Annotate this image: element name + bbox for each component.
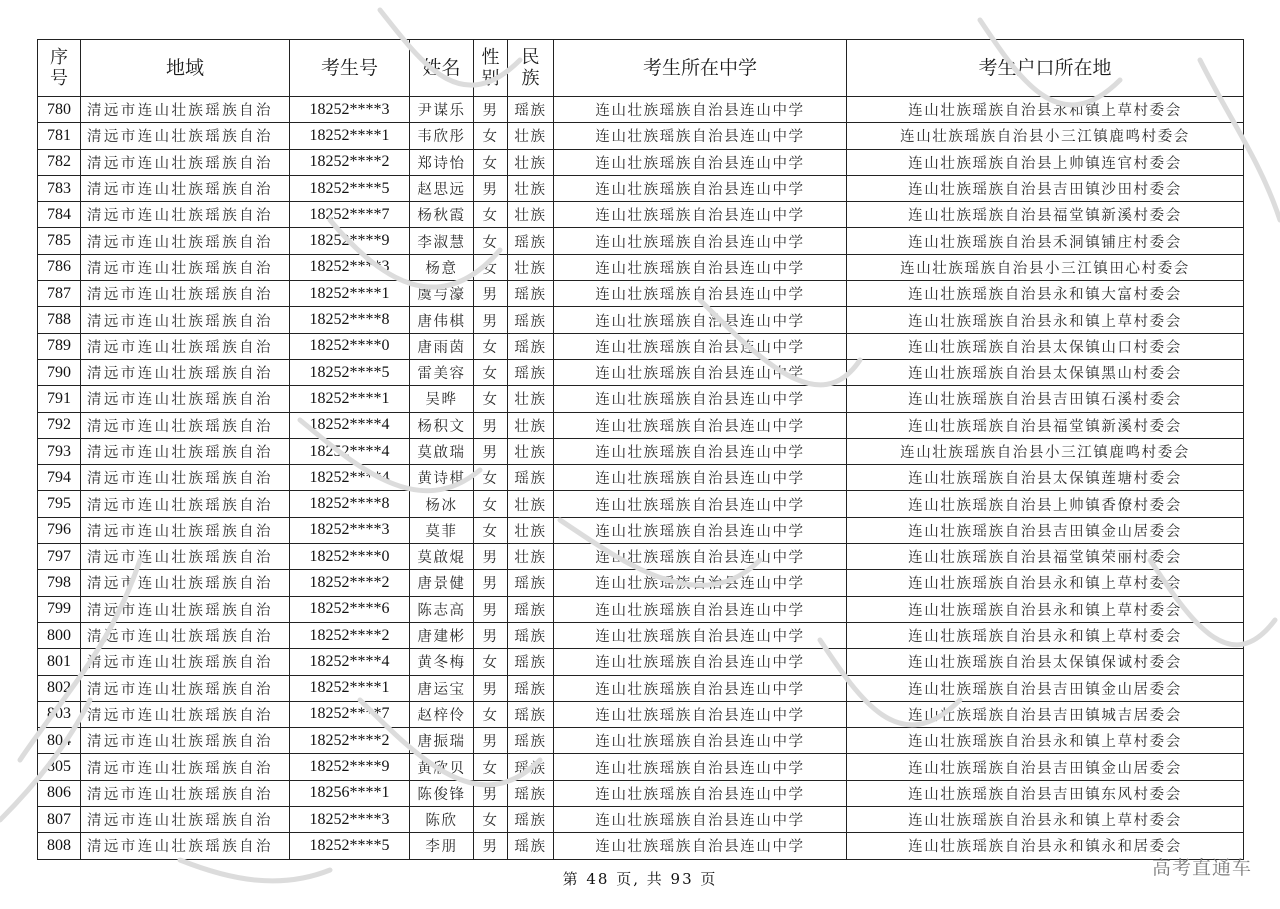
cell-ethnicity: 壮族 <box>508 175 554 201</box>
cell-hukou: 连山壮族瑶族自治县小三江镇田心村委会 <box>847 254 1244 280</box>
cell-gender: 女 <box>474 123 508 149</box>
cell-region: 清远市连山壮族瑶族自治 <box>81 807 290 833</box>
cell-hukou: 连山壮族瑶族自治县永和镇上草村委会 <box>847 596 1244 622</box>
table-row <box>38 754 1244 780</box>
cell-name: 杨积文 <box>410 412 474 438</box>
cell-gender: 男 <box>474 596 508 622</box>
cell-gender: 男 <box>474 833 508 859</box>
cell-hukou: 连山壮族瑶族自治县上帅镇连官村委会 <box>847 149 1244 175</box>
table-row <box>38 728 1244 754</box>
cell-exam-no: 18252****2 <box>290 149 410 175</box>
cell-school: 连山壮族瑶族自治县连山中学 <box>554 596 847 622</box>
cell-school: 连山壮族瑶族自治县连山中学 <box>554 412 847 438</box>
table-row <box>38 833 1244 859</box>
table-row <box>38 412 1244 438</box>
cell-gender: 男 <box>474 675 508 701</box>
cell-name: 陈欣 <box>410 807 474 833</box>
cell-exam-no: 18252****8 <box>290 491 410 517</box>
cell-ethnicity: 瑶族 <box>508 570 554 596</box>
cell-gender: 男 <box>474 412 508 438</box>
cell-exam-no: 18252****5 <box>290 359 410 385</box>
cell-region: 清远市连山壮族瑶族自治 <box>81 438 290 464</box>
cell-name: 唐建彬 <box>410 622 474 648</box>
cell-name: 唐伟棋 <box>410 307 474 333</box>
cell-school: 连山壮族瑶族自治县连山中学 <box>554 517 847 543</box>
cell-hukou: 连山壮族瑶族自治县吉田镇沙田村委会 <box>847 175 1244 201</box>
cell-name: 吴晔 <box>410 386 474 412</box>
cell-gender: 男 <box>474 281 508 307</box>
cell-hukou: 连山壮族瑶族自治县吉田镇金山居委会 <box>847 754 1244 780</box>
cell-school: 连山壮族瑶族自治县连山中学 <box>554 123 847 149</box>
cell-name: 尹谋乐 <box>410 97 474 123</box>
cell-ethnicity: 瑶族 <box>508 596 554 622</box>
cell-region: 清远市连山壮族瑶族自治 <box>81 465 290 491</box>
header-hukou: 考生户口所在地 <box>847 40 1244 97</box>
cell-exam-no: 18252****5 <box>290 175 410 201</box>
cell-school: 连山壮族瑶族自治县连山中学 <box>554 570 847 596</box>
cell-ethnicity: 壮族 <box>508 123 554 149</box>
cell-ethnicity: 瑶族 <box>508 333 554 359</box>
cell-school: 连山壮族瑶族自治县连山中学 <box>554 465 847 491</box>
cell-ethnicity: 壮族 <box>508 544 554 570</box>
cell-name: 韦欣彤 <box>410 123 474 149</box>
cell-hukou: 连山壮族瑶族自治县永和镇上草村委会 <box>847 97 1244 123</box>
cell-exam-no: 18252****1 <box>290 281 410 307</box>
table-row <box>38 675 1244 701</box>
cell-name: 赵梓伶 <box>410 701 474 727</box>
cell-hukou: 连山壮族瑶族自治县太保镇保诚村委会 <box>847 649 1244 675</box>
cell-region: 清远市连山壮族瑶族自治 <box>81 596 290 622</box>
cell-name: 唐景健 <box>410 570 474 596</box>
cell-name: 李朋 <box>410 833 474 859</box>
cell-school: 连山壮族瑶族自治县连山中学 <box>554 622 847 648</box>
cell-gender: 女 <box>474 333 508 359</box>
cell-exam-no: 18252****0 <box>290 544 410 570</box>
table-row <box>38 307 1244 333</box>
cell-hukou: 连山壮族瑶族自治县吉田镇东风村委会 <box>847 780 1244 806</box>
cell-school: 连山壮族瑶族自治县连山中学 <box>554 386 847 412</box>
cell-index: 795 <box>38 491 81 517</box>
cell-name: 黄冬梅 <box>410 649 474 675</box>
table-row <box>38 149 1244 175</box>
table-row <box>38 596 1244 622</box>
cell-gender: 男 <box>474 622 508 648</box>
cell-exam-no: 18252****1 <box>290 386 410 412</box>
cell-region: 清远市连山壮族瑶族自治 <box>81 386 290 412</box>
header-school: 考生所在中学 <box>554 40 847 97</box>
cell-gender: 男 <box>474 544 508 570</box>
cell-exam-no: 18252****1 <box>290 123 410 149</box>
table-header-row <box>38 40 1244 97</box>
cell-school: 连山壮族瑶族自治县连山中学 <box>554 307 847 333</box>
cell-index: 781 <box>38 123 81 149</box>
cell-gender: 女 <box>474 465 508 491</box>
cell-index: 794 <box>38 465 81 491</box>
table-row <box>38 465 1244 491</box>
admission-roster-table <box>37 39 1244 860</box>
cell-index: 806 <box>38 780 81 806</box>
cell-index: 798 <box>38 570 81 596</box>
cell-name: 李淑慧 <box>410 228 474 254</box>
cell-index: 796 <box>38 517 81 543</box>
cell-ethnicity: 瑶族 <box>508 228 554 254</box>
cell-school: 连山壮族瑶族自治县连山中学 <box>554 833 847 859</box>
table-body <box>38 97 1244 860</box>
cell-region: 清远市连山壮族瑶族自治 <box>81 412 290 438</box>
cell-region: 清远市连山壮族瑶族自治 <box>81 728 290 754</box>
cell-region: 清远市连山壮族瑶族自治 <box>81 123 290 149</box>
cell-school: 连山壮族瑶族自治县连山中学 <box>554 228 847 254</box>
cell-ethnicity: 壮族 <box>508 202 554 228</box>
table-row <box>38 491 1244 517</box>
cell-ethnicity: 瑶族 <box>508 465 554 491</box>
cell-index: 785 <box>38 228 81 254</box>
cell-school: 连山壮族瑶族自治县连山中学 <box>554 491 847 517</box>
cell-hukou: 连山壮族瑶族自治县小三江镇鹿鸣村委会 <box>847 123 1244 149</box>
cell-school: 连山壮族瑶族自治县连山中学 <box>554 202 847 228</box>
cell-name: 杨意 <box>410 254 474 280</box>
cell-exam-no: 18252****3 <box>290 517 410 543</box>
cell-ethnicity: 壮族 <box>508 412 554 438</box>
cell-gender: 女 <box>474 491 508 517</box>
cell-exam-no: 18252****7 <box>290 202 410 228</box>
cell-region: 清远市连山壮族瑶族自治 <box>81 491 290 517</box>
cell-exam-no: 18252****1 <box>290 675 410 701</box>
cell-exam-no: 18252****7 <box>290 701 410 727</box>
cell-exam-no: 18252****3 <box>290 254 410 280</box>
cell-exam-no: 18252****8 <box>290 307 410 333</box>
cell-gender: 女 <box>474 359 508 385</box>
cell-school: 连山壮族瑶族自治县连山中学 <box>554 807 847 833</box>
cell-region: 清远市连山壮族瑶族自治 <box>81 359 290 385</box>
cell-hukou: 连山壮族瑶族自治县永和镇大富村委会 <box>847 281 1244 307</box>
cell-school: 连山壮族瑶族自治县连山中学 <box>554 728 847 754</box>
cell-index: 791 <box>38 386 81 412</box>
brand-watermark-text: 高考直通车 <box>1151 857 1252 879</box>
cell-region: 清远市连山壮族瑶族自治 <box>81 517 290 543</box>
cell-gender: 男 <box>474 570 508 596</box>
table-row <box>38 228 1244 254</box>
table-row <box>38 544 1244 570</box>
cell-ethnicity: 瑶族 <box>508 701 554 727</box>
cell-region: 清远市连山壮族瑶族自治 <box>81 202 290 228</box>
cell-gender: 女 <box>474 149 508 175</box>
cell-index: 790 <box>38 359 81 385</box>
cell-region: 清远市连山壮族瑶族自治 <box>81 622 290 648</box>
cell-index: 807 <box>38 807 81 833</box>
header-exam-no: 考生号 <box>290 40 410 97</box>
cell-ethnicity: 壮族 <box>508 438 554 464</box>
page-indicator: 第 48 页, 共 93 页 <box>562 870 718 888</box>
cell-region: 清远市连山壮族瑶族自治 <box>81 281 290 307</box>
cell-name: 陈俊锋 <box>410 780 474 806</box>
cell-index: 808 <box>38 833 81 859</box>
cell-school: 连山壮族瑶族自治县连山中学 <box>554 97 847 123</box>
cell-hukou: 连山壮族瑶族自治县永和镇永和居委会 <box>847 833 1244 859</box>
cell-ethnicity: 瑶族 <box>508 307 554 333</box>
cell-index: 804 <box>38 728 81 754</box>
table-row <box>38 175 1244 201</box>
cell-gender: 男 <box>474 780 508 806</box>
cell-exam-no: 18252****4 <box>290 649 410 675</box>
cell-region: 清远市连山壮族瑶族自治 <box>81 97 290 123</box>
cell-region: 清远市连山壮族瑶族自治 <box>81 228 290 254</box>
header-name: 姓名 <box>410 40 474 97</box>
cell-gender: 女 <box>474 254 508 280</box>
cell-region: 清远市连山壮族瑶族自治 <box>81 149 290 175</box>
cell-hukou: 连山壮族瑶族自治县福堂镇荣丽村委会 <box>847 544 1244 570</box>
cell-exam-no: 18252****4 <box>290 438 410 464</box>
table-row <box>38 281 1244 307</box>
cell-index: 783 <box>38 175 81 201</box>
cell-ethnicity: 瑶族 <box>508 281 554 307</box>
cell-school: 连山壮族瑶族自治县连山中学 <box>554 701 847 727</box>
cell-exam-no: 18252****6 <box>290 596 410 622</box>
cell-index: 788 <box>38 307 81 333</box>
header-ethnicity: 民 族 <box>508 40 554 97</box>
cell-index: 782 <box>38 149 81 175</box>
cell-ethnicity: 瑶族 <box>508 359 554 385</box>
table-row <box>38 438 1244 464</box>
cell-gender: 女 <box>474 807 508 833</box>
cell-name: 莫菲 <box>410 517 474 543</box>
cell-hukou: 连山壮族瑶族自治县永和镇上草村委会 <box>847 622 1244 648</box>
cell-ethnicity: 瑶族 <box>508 622 554 648</box>
cell-gender: 女 <box>474 202 508 228</box>
cell-index: 805 <box>38 754 81 780</box>
cell-ethnicity: 瑶族 <box>508 728 554 754</box>
cell-region: 清远市连山壮族瑶族自治 <box>81 254 290 280</box>
cell-gender: 男 <box>474 175 508 201</box>
cell-index: 802 <box>38 675 81 701</box>
cell-name: 郑诗怡 <box>410 149 474 175</box>
cell-name: 雷美容 <box>410 359 474 385</box>
cell-hukou: 连山壮族瑶族自治县吉田镇石溪村委会 <box>847 386 1244 412</box>
table-row <box>38 622 1244 648</box>
cell-index: 789 <box>38 333 81 359</box>
cell-ethnicity: 瑶族 <box>508 780 554 806</box>
cell-school: 连山壮族瑶族自治县连山中学 <box>554 149 847 175</box>
cell-school: 连山壮族瑶族自治县连山中学 <box>554 175 847 201</box>
cell-school: 连山壮族瑶族自治县连山中学 <box>554 675 847 701</box>
cell-region: 清远市连山壮族瑶族自治 <box>81 649 290 675</box>
cell-ethnicity: 瑶族 <box>508 649 554 675</box>
table-row <box>38 517 1244 543</box>
cell-index: 800 <box>38 622 81 648</box>
cell-gender: 男 <box>474 728 508 754</box>
cell-school: 连山壮族瑶族自治县连山中学 <box>554 754 847 780</box>
cell-hukou: 连山壮族瑶族自治县永和镇上草村委会 <box>847 728 1244 754</box>
cell-index: 797 <box>38 544 81 570</box>
cell-hukou: 连山壮族瑶族自治县吉田镇金山居委会 <box>847 517 1244 543</box>
cell-hukou: 连山壮族瑶族自治县吉田镇金山居委会 <box>847 675 1244 701</box>
cell-exam-no: 18252****2 <box>290 728 410 754</box>
cell-gender: 女 <box>474 701 508 727</box>
cell-name: 唐运宝 <box>410 675 474 701</box>
cell-ethnicity: 瑶族 <box>508 675 554 701</box>
cell-name: 赵思远 <box>410 175 474 201</box>
cell-region: 清远市连山壮族瑶族自治 <box>81 754 290 780</box>
cell-gender: 女 <box>474 386 508 412</box>
cell-ethnicity: 瑶族 <box>508 754 554 780</box>
cell-index: 801 <box>38 649 81 675</box>
cell-school: 连山壮族瑶族自治县连山中学 <box>554 333 847 359</box>
cell-region: 清远市连山壮族瑶族自治 <box>81 307 290 333</box>
cell-name: 陈志高 <box>410 596 474 622</box>
cell-ethnicity: 瑶族 <box>508 833 554 859</box>
cell-index: 780 <box>38 97 81 123</box>
cell-exam-no: 18256****1 <box>290 780 410 806</box>
cell-name: 唐雨茵 <box>410 333 474 359</box>
cell-school: 连山壮族瑶族自治县连山中学 <box>554 438 847 464</box>
cell-school: 连山壮族瑶族自治县连山中学 <box>554 359 847 385</box>
cell-ethnicity: 壮族 <box>508 386 554 412</box>
cell-school: 连山壮族瑶族自治县连山中学 <box>554 780 847 806</box>
table-row <box>38 386 1244 412</box>
cell-index: 793 <box>38 438 81 464</box>
cell-exam-no: 18252****9 <box>290 754 410 780</box>
cell-ethnicity: 壮族 <box>508 491 554 517</box>
cell-ethnicity: 壮族 <box>508 149 554 175</box>
table-row <box>38 359 1244 385</box>
cell-exam-no: 18252****4 <box>290 412 410 438</box>
table-row <box>38 97 1244 123</box>
cell-gender: 女 <box>474 517 508 543</box>
cell-name: 杨秋霞 <box>410 202 474 228</box>
table-row <box>38 649 1244 675</box>
cell-name: 黄欣贝 <box>410 754 474 780</box>
cell-region: 清远市连山壮族瑶族自治 <box>81 333 290 359</box>
cell-exam-no: 18252****0 <box>290 333 410 359</box>
table-row <box>38 701 1244 727</box>
cell-hukou: 连山壮族瑶族自治县上帅镇香僚村委会 <box>847 491 1244 517</box>
cell-exam-no: 18252****2 <box>290 622 410 648</box>
table-row <box>38 123 1244 149</box>
cell-hukou: 连山壮族瑶族自治县永和镇上草村委会 <box>847 307 1244 333</box>
cell-school: 连山壮族瑶族自治县连山中学 <box>554 281 847 307</box>
cell-hukou: 连山壮族瑶族自治县福堂镇新溪村委会 <box>847 412 1244 438</box>
header-gender: 性 别 <box>474 40 508 97</box>
cell-name: 莫啟焜 <box>410 544 474 570</box>
cell-index: 786 <box>38 254 81 280</box>
cell-exam-no: 18252****3 <box>290 807 410 833</box>
cell-name: 唐振瑞 <box>410 728 474 754</box>
cell-name: 莫啟瑞 <box>410 438 474 464</box>
cell-region: 清远市连山壮族瑶族自治 <box>81 833 290 859</box>
cell-index: 799 <box>38 596 81 622</box>
cell-region: 清远市连山壮族瑶族自治 <box>81 780 290 806</box>
cell-school: 连山壮族瑶族自治县连山中学 <box>554 649 847 675</box>
cell-exam-no: 18252****4 <box>290 465 410 491</box>
cell-hukou: 连山壮族瑶族自治县太保镇山口村委会 <box>847 333 1244 359</box>
cell-school: 连山壮族瑶族自治县连山中学 <box>554 254 847 280</box>
cell-name: 黄诗棋 <box>410 465 474 491</box>
cell-gender: 男 <box>474 97 508 123</box>
cell-hukou: 连山壮族瑶族自治县太保镇莲塘村委会 <box>847 465 1244 491</box>
cell-ethnicity: 瑶族 <box>508 97 554 123</box>
cell-gender: 女 <box>474 754 508 780</box>
table-row <box>38 807 1244 833</box>
cell-index: 784 <box>38 202 81 228</box>
cell-region: 清远市连山壮族瑶族自治 <box>81 701 290 727</box>
table-row <box>38 202 1244 228</box>
cell-hukou: 连山壮族瑶族自治县禾洞镇铺庄村委会 <box>847 228 1244 254</box>
cell-region: 清远市连山壮族瑶族自治 <box>81 570 290 596</box>
table-row <box>38 333 1244 359</box>
cell-hukou: 连山壮族瑶族自治县吉田镇城吉居委会 <box>847 701 1244 727</box>
cell-exam-no: 18252****9 <box>290 228 410 254</box>
cell-name: 虞与濠 <box>410 281 474 307</box>
cell-ethnicity: 瑶族 <box>508 807 554 833</box>
cell-exam-no: 18252****3 <box>290 97 410 123</box>
cell-hukou: 连山壮族瑶族自治县永和镇上草村委会 <box>847 807 1244 833</box>
cell-ethnicity: 壮族 <box>508 254 554 280</box>
cell-exam-no: 18252****5 <box>290 833 410 859</box>
cell-hukou: 连山壮族瑶族自治县永和镇上草村委会 <box>847 570 1244 596</box>
cell-index: 803 <box>38 701 81 727</box>
cell-gender: 女 <box>474 228 508 254</box>
table-row <box>38 570 1244 596</box>
cell-hukou: 连山壮族瑶族自治县太保镇黑山村委会 <box>847 359 1244 385</box>
cell-index: 792 <box>38 412 81 438</box>
cell-hukou: 连山壮族瑶族自治县小三江镇鹿鸣村委会 <box>847 438 1244 464</box>
cell-hukou: 连山壮族瑶族自治县福堂镇新溪村委会 <box>847 202 1244 228</box>
cell-gender: 女 <box>474 649 508 675</box>
cell-exam-no: 18252****2 <box>290 570 410 596</box>
cell-gender: 男 <box>474 307 508 333</box>
header-index: 序 号 <box>38 40 81 97</box>
cell-region: 清远市连山壮族瑶族自治 <box>81 675 290 701</box>
header-region: 地域 <box>81 40 290 97</box>
cell-gender: 男 <box>474 438 508 464</box>
cell-ethnicity: 壮族 <box>508 517 554 543</box>
cell-region: 清远市连山壮族瑶族自治 <box>81 544 290 570</box>
cell-name: 杨冰 <box>410 491 474 517</box>
table-row <box>38 780 1244 806</box>
table-row <box>38 254 1244 280</box>
cell-region: 清远市连山壮族瑶族自治 <box>81 175 290 201</box>
cell-school: 连山壮族瑶族自治县连山中学 <box>554 544 847 570</box>
cell-index: 787 <box>38 281 81 307</box>
